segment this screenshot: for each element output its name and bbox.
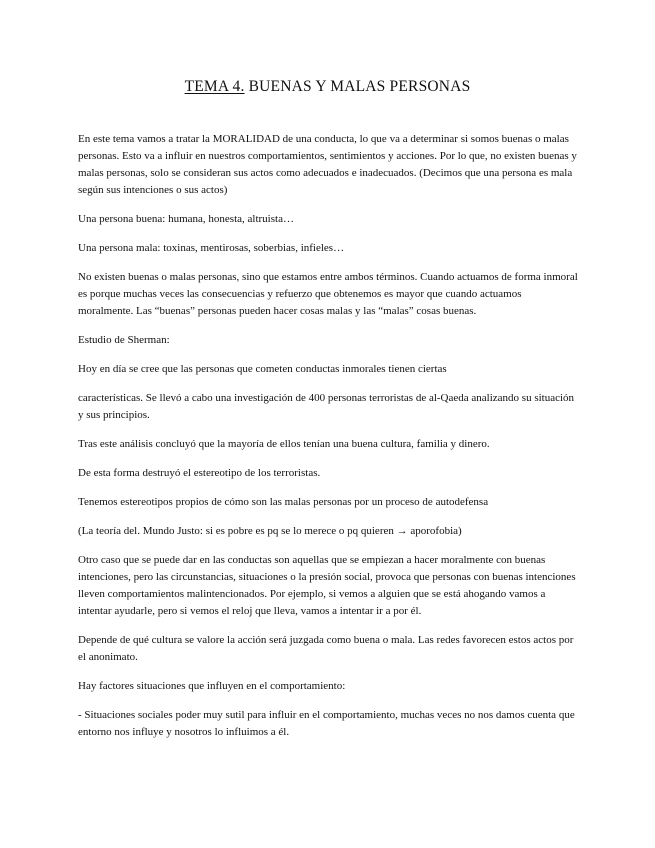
paragraph-good-person: Una persona buena: humana, honesta, altruista… <box>78 213 294 225</box>
title-number: TEMA 4. <box>184 78 245 95</box>
paragraph-analysis: Tras este análisis concluyó que la mayoría de ellos tenían una buena cultura, familia y dinero. <box>78 438 490 450</box>
paragraph-factors: Hay factores situaciones que influyen en el comportamiento: <box>78 680 346 692</box>
paragraph-self-defense: Tenemos estereotipos propios de cómo son las malas personas por un proceso de autodefensa <box>78 496 489 508</box>
paragraph-between-terms: No existen buenas o malas personas, sino que estamos entre ambos términos. Cuando actuamos de forma inmoral es porque muchas veces las consecuencias y refuerzo que obtenemos es mayor que cuando actuamos moralmente. Las “buenas” personas pueden hacer cosas malas y las “malas” cosas buenas. <box>78 271 578 317</box>
paragraph-other-case: Otro caso que se puede dar en las conductas son aquellas que se empiezan a hacer moralmente con buenas intenciones, pero las circunstancias, situaciones o la presión social, provoca que personas con buenas intenciones lleven comportamientos malintencionados. Por ejemplo, si vemos a alguien que se está ahogando vamos a intentar ayudarle, pero si vemos el reloj que lleva, vamos a intentar ir a por él. <box>78 554 576 617</box>
paragraph-sherman-2: características. Se llevó a cabo una investigación de 400 personas terroristas de al-Qaeda analizando su situación y sus principios. <box>78 392 575 421</box>
paragraph-culture: Depende de qué cultura se valore la acción será juzgada como buena o mala. Las redes favorecen estos actos por el anonimato. <box>78 634 574 663</box>
title-text: BUENAS Y MALAS PERSONAS <box>248 78 471 95</box>
paragraph-bad-person: Una persona mala: toxinas, mentirosas, soberbias, infieles… <box>78 242 345 254</box>
paragraph-intro: En este tema vamos a tratar la MORALIDAD de una conducta, lo que va a determinar si somos buenas o malas personas. Esto va a influir en nuestros comportamientos, sentimientos y acciones. Por lo que, no existen buenas y malas personas, solo se consideran sus actos como adecuados e inadecuados. (Decimos que una persona es mala según sus intenciones o sus actos) <box>78 133 577 196</box>
document-body <box>78 131 578 753</box>
paragraph-sherman-heading: Estudio de Sherman: <box>78 334 170 346</box>
page-title <box>0 78 655 96</box>
paragraph-sherman-1: Hoy en día se cree que las personas que cometen conductas inmorales tienen ciertas <box>78 363 447 375</box>
paragraph-just-world: (La teoría del. Mundo Justo: si es pobre es pq se lo merece o pq quieren → aporofobia) <box>78 525 462 537</box>
paragraph-stereotype: De esta forma destruyó el estereotipo de los terroristas. <box>78 467 321 479</box>
paragraph-social-situations: - Situaciones sociales poder muy sutil para influir en el comportamiento, muchas veces no nos damos cuenta que entorno nos influye y nosotros lo influimos a él. <box>78 709 575 738</box>
